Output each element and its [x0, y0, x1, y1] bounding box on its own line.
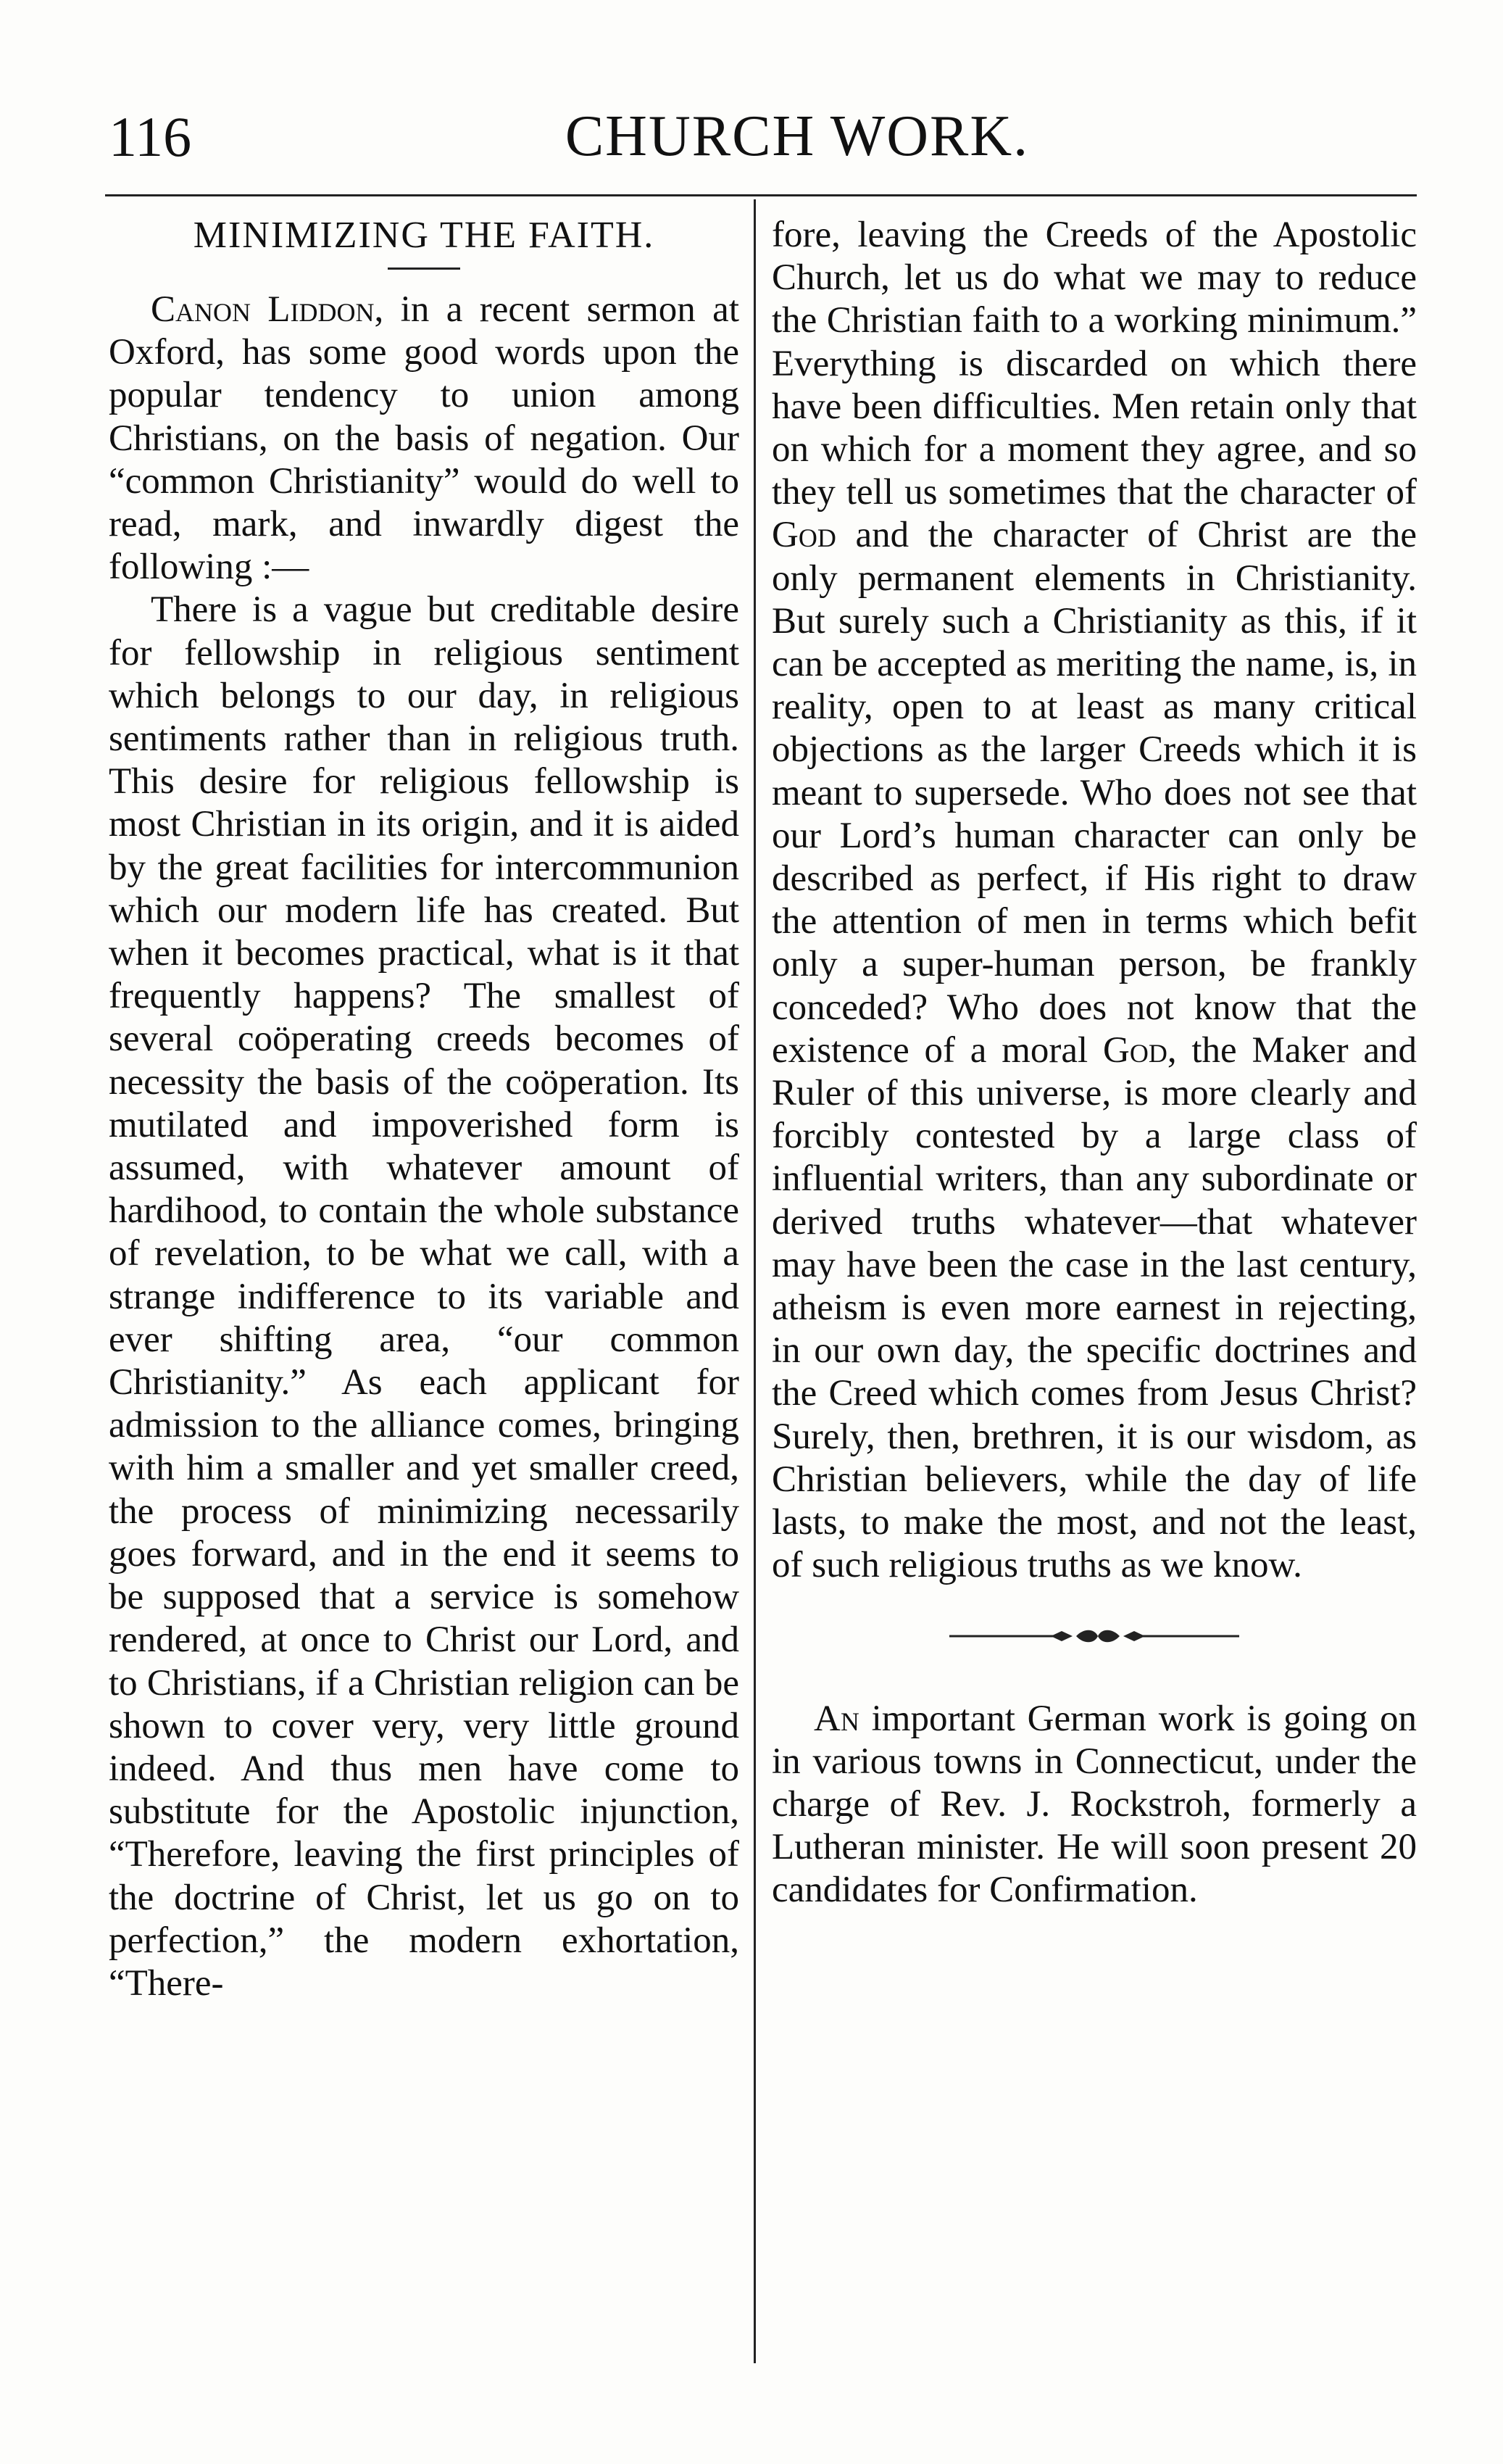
quote-text-c: , the Maker and Ruler of this universe, is more clearly and forcibly contested by a large class of influential writers, than any subordinate or derived truths whatever—that whatever may have been the case in the last century, atheism is even more earnest in rejecting, in our own day, the specific doctrines and the Creed which comes from Jesus Christ? Surely, then, brethren, it is our wisdom, as Christian believers, while the day of life lasts, to make the most, and not the least, of such religious truths as we know. — [772, 1029, 1417, 1586]
news-text: important German work is going on in various towns in Connecticut, under the charge of Rev. J. Rockstroh, formerly a Lutheran minister. He will soon present 20 candidates for Confirmation. — [772, 1698, 1417, 1911]
quote-paragraph-continued — [772, 214, 1417, 1588]
title-rule — [388, 267, 460, 270]
news-paragraph — [772, 1698, 1417, 1912]
page-header — [0, 0, 1503, 181]
quote-text-b: and the character of Christ are the only permanent elements in Christianity. But surely such a Christianity as this, if it can be accepted as meriting the name, is, in reality, open to at least as many critical objections as the larger Creeds which it is meant to supersede. Who does not see that our Lord’s human character can only be described as perfect, if His right to draw the attention of men in terms which befit only a super-human person, be frankly conceded? Who does not know that the existence of a moral — [772, 515, 1417, 1071]
right-column — [772, 214, 1417, 1912]
intro-text: in a recent sermon at Oxford, has some good words upon the popular tendency to union among Christians, on the basis of negation. Our “common Christianity” would do well to read, mark, and inwardly digest the following :— — [109, 289, 739, 588]
quote-paragraph-start: There is a vague but creditable desire for fellowship in religious sentiment which belongs to our day, in religious sentiments rather than in religious truth. This desire for religious fellowship is most Christian in its origin, and it is aided by the great facilities for intercommunion which our modern life has created. But when it becomes practical, what is it that frequently happens? The smallest of several coöperating creeds becomes of necessity the basis of the coöperation. Its mutilated and impoverished form is assumed, with whatever amount of hardihood, to contain the whole substance of revelation, to be what we call, with a strange indifference to its variable and ever shifting area, “our common Christianity.” As each applicant for admission to the alliance comes, bringing with him a smaller and yet smaller creed, the process of minimizing necessarily goes forward, and in the end it seems to be supposed that a service is somehow rendered, at once to Christ our Lord, and to Christians, if a Christian religion can be shown to cover very, very little ground indeed. And thus men have come to substitute for the Apostolic injunction, “Therefore, leaving the first principles of the doctrine of Christ, let us go on to perfection,” the modern exhortation, “There- — [109, 589, 739, 2004]
article-title: MINIMIZING THE FAITH. — [193, 215, 655, 256]
left-column — [109, 214, 739, 2005]
god-smallcaps-1: God — [772, 515, 836, 556]
quote-text-a: fore, leaving the Creeds of the Apostolic Church, let us do what we may to reduce the Christian faith to a working minimum.” Everything is discarded on which there have been difficulties. Men retain only that on which for a moment they agree, and so they tell us sometimes that the character of — [772, 215, 1417, 513]
intro-author: Canon Liddon, — [151, 289, 384, 330]
page-number: 116 — [109, 105, 192, 168]
column-divider — [754, 199, 756, 2363]
header-rule — [105, 194, 1417, 196]
running-title: CHURCH WORK. — [565, 104, 1030, 168]
intro-paragraph — [109, 289, 739, 589]
section-ornament — [942, 1625, 1246, 1647]
god-smallcaps-2: God — [1103, 1029, 1167, 1071]
news-lead: An — [814, 1698, 859, 1739]
ornament-divider-icon — [942, 1625, 1246, 1647]
